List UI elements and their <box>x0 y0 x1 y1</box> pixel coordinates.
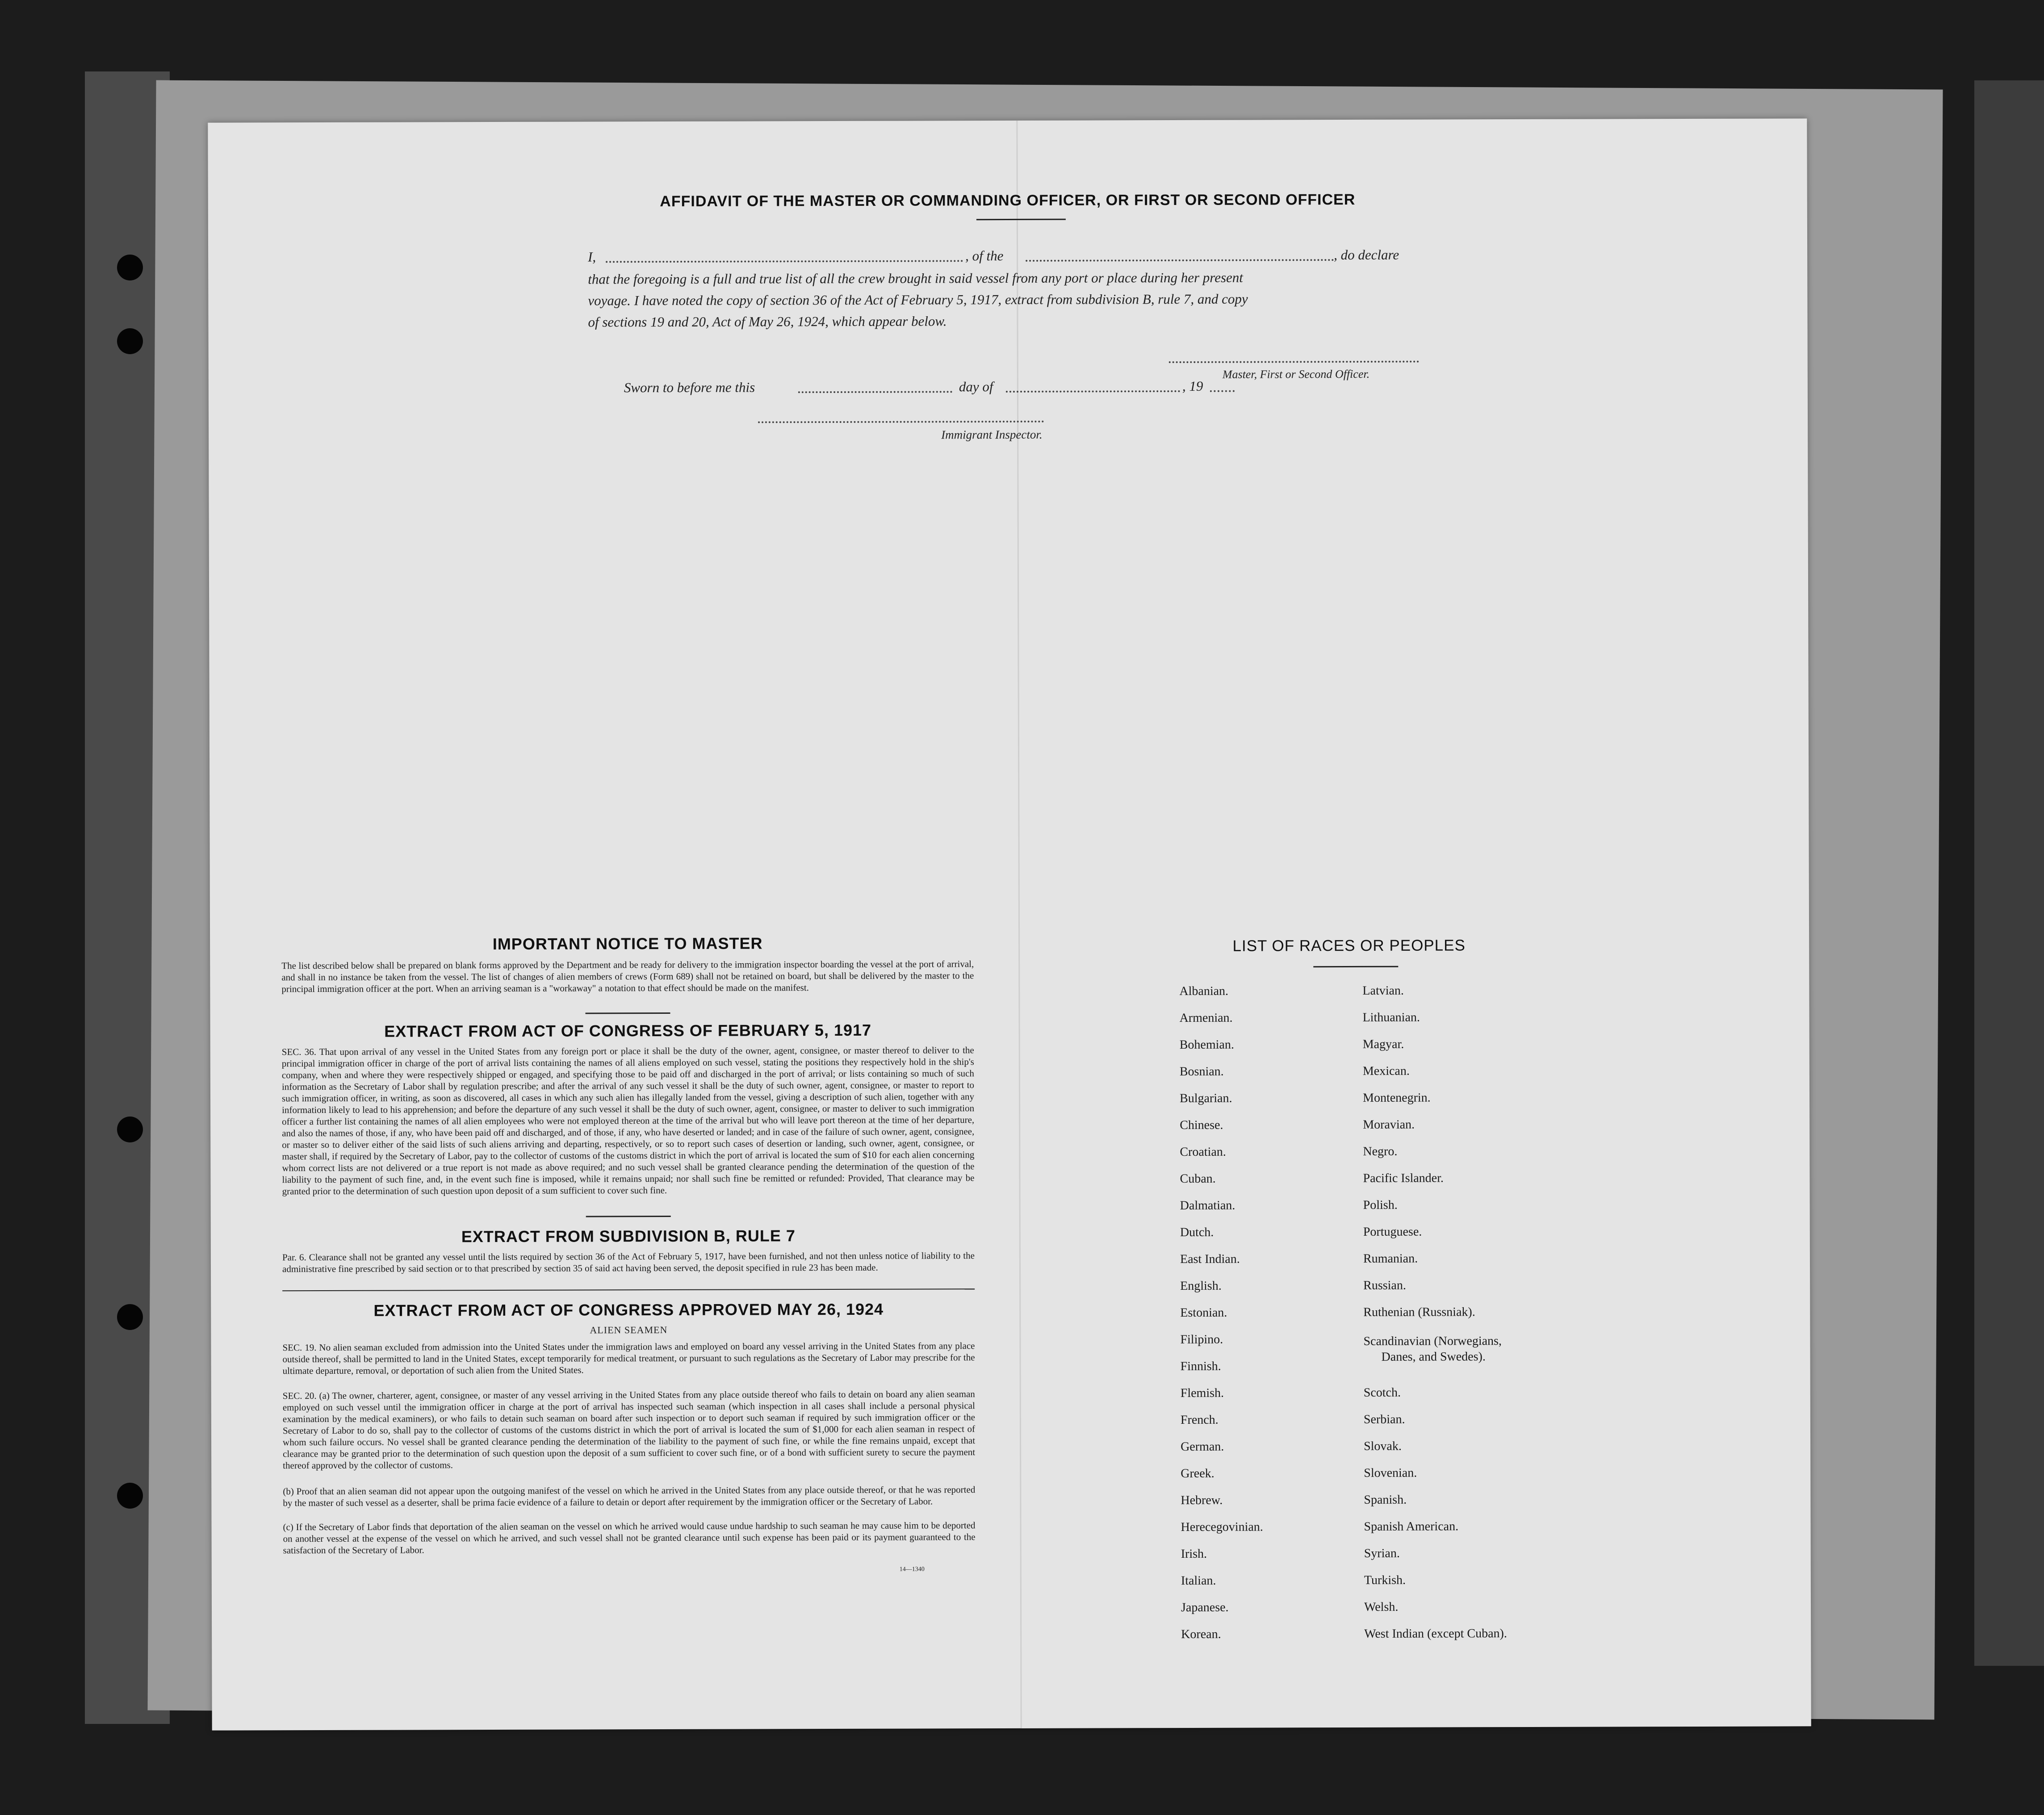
affidavit-line-1: that the foregoing is a full and true list of all the crew brought in said vessel from any port or place during her present <box>588 269 1243 287</box>
race-left-item: Cuban. <box>1180 1171 1216 1186</box>
race-left-item: East Indian. <box>1180 1252 1240 1267</box>
affidavit-of-the: , of the <box>965 248 1004 264</box>
inspector-signature-label: Immigrant Inspector. <box>941 427 1043 442</box>
year-blank <box>1210 390 1235 392</box>
affidavit-line-2: voyage. I have noted the copy of section 36 of the Act of February 5, 1917, extract from subdivision B, rule 7, and copy <box>588 291 1248 309</box>
act-1917-title: EXTRACT FROM ACT OF CONGRESS OF FEBRUARY 5, 1917 <box>384 1020 872 1041</box>
form-number: 14—1340 <box>899 1566 925 1573</box>
affidavit-line-3: of sections 19 and 20, Act of May 26, 1924, which appear below. <box>588 313 947 330</box>
race-right-item: Negro. <box>1363 1144 1398 1158</box>
race-left-item: Dalmatian. <box>1180 1198 1236 1213</box>
race-left-item: Bulgarian. <box>1179 1091 1232 1106</box>
race-right-item: Latvian. <box>1362 983 1404 998</box>
race-right-item: Portuguese. <box>1363 1225 1422 1239</box>
race-left-item: Finnish. <box>1180 1359 1221 1374</box>
punch-hole <box>117 1483 143 1509</box>
races-title: LIST OF RACES OR PEOPLES <box>1232 937 1466 955</box>
act-1924-sec20b: (b) Proof that an alien seaman did not appear upon the outgoing manifest of the vessel on which he arrived in the United States from any place outside thereof, or that he was reported by the master of such vessel as a deserter, shall be prima facie evidence of a failure to detain or deport after requirement by the immigration officer or the Secretary of Labor. <box>283 1484 976 1509</box>
race-left-item: Hebrew. <box>1181 1493 1223 1508</box>
race-left-item: Greek. <box>1181 1466 1215 1481</box>
act-1924-subtitle: ALIEN SEAMEN <box>590 1324 668 1336</box>
notice-body: The list described below shall be prepared on blank forms approved by the Department and be ready for delivery to the immigration inspector boarding the vessel at the port of arrival, and shall in no instance be taken from the vessel. The list of changes of alien members of crews (Form 689) shall not be retained on board, but shall be delivered by the master to the principal immigration officer at the port. When an arriving seaman is a "workaway" a notation to that effect should be made on the manifest. <box>281 958 974 995</box>
race-left-item: Korean. <box>1181 1627 1221 1641</box>
race-left-item: German. <box>1181 1439 1224 1454</box>
binder-strip-right <box>1974 80 2044 1666</box>
race-left-item: Bohemian. <box>1179 1037 1234 1052</box>
race-right-item: Welsh. <box>1364 1600 1399 1614</box>
race-right-item: Slovenian. <box>1364 1466 1417 1480</box>
punch-hole <box>117 1304 143 1330</box>
race-right-item: Russian. <box>1363 1278 1406 1292</box>
race-right-item: Montenegrin. <box>1362 1091 1431 1105</box>
divider <box>586 1216 671 1217</box>
race-left-item: Chinese. <box>1180 1118 1223 1133</box>
rule7-title: EXTRACT FROM SUBDIVISION B, RULE 7 <box>461 1226 796 1246</box>
document-page <box>208 118 1811 1730</box>
divider <box>282 1288 975 1291</box>
race-right-item: Scandinavian (Norwegians, <box>1363 1334 1502 1348</box>
race-right-item: West Indian (except Cuban). <box>1364 1627 1507 1641</box>
race-left-item: French. <box>1180 1413 1219 1427</box>
race-right-item: Pacific Islander. <box>1363 1171 1444 1185</box>
master-signature-blank <box>1169 361 1419 363</box>
vessel-blank <box>1026 259 1334 262</box>
race-left-item: Albanian. <box>1179 984 1229 999</box>
act-1924-title: EXTRACT FROM ACT OF CONGRESS APPROVED MAY 26, 1924 <box>373 1300 884 1320</box>
act-1924-sec19: SEC. 19. No alien seaman excluded from admission into the United States under the immigration laws and employed on board any vessel arriving in the United States from any place outside thereof, shall be permitted to land in the United States, except temporarily for medical treatment, or pursuant to such regulations as the Secretary of Labor may prescribe for the ultimate departure, removal, or deportation of such alien from the United States. <box>282 1340 975 1376</box>
master-signature-label: Master, First or Second Officer. <box>1222 367 1370 381</box>
sworn-text: Sworn to before me this <box>624 379 755 396</box>
race-left-item: English. <box>1180 1279 1222 1293</box>
race-right-item: Polish. <box>1363 1198 1398 1212</box>
race-left-item: Italian. <box>1181 1573 1216 1588</box>
race-left-item: Filipino. <box>1180 1332 1223 1347</box>
race-left-item: Bosnian. <box>1179 1064 1224 1079</box>
race-right-item: Ruthenian (Russniak). <box>1363 1305 1475 1319</box>
race-left-item: Irish. <box>1181 1547 1207 1561</box>
month-blank <box>1006 390 1180 393</box>
divider <box>586 1012 670 1014</box>
race-right-item: Moravian. <box>1363 1117 1415 1132</box>
year-text: , 19 <box>1182 378 1203 394</box>
race-left-item: Japanese. <box>1181 1600 1229 1614</box>
act-1917-body: SEC. 36. That upon arrival of any vessel in the United States from any foreign port or place it shall be the duty of the owner, agent, consignee, or master thereof to deliver to the principal immigration officer in charge of the port of arrival lists containing the names of all aliens employed on such vessel, stating the positions they respectively hold in the ship's company, when and where they were respectively shipped or engaged, and specifying those to be paid off and discharged in the port of arrival; or lists containing so much of such information as the Secretary of Labor shall by regulation prescribe; and after the arrival of any such vessel it shall be the duty of such owner, agent, consignee, or master to report to such immigration officer, in writing, as soon as discovered, all cases in which any such alien has illegally landed from the vessel, giving a description of such alien, together with any information likely to lead to his apprehension; and before the departure of any such vessel it shall be the duty of such owner, agent, consignee, or master to deliver to such immigration officer a further list containing the names of all alien employees who were not employed thereon at the time of the arrival but who will leave port thereon at the time of her departure, and also the names of those, if any, who have been paid off and discharged, and of those, if any, who have deserted or landed; and in case of the failure of such owner, agent, consignee, or master so to deliver either of the said lists of such aliens arriving and departing, respectively, or so to report such cases of desertion or landing, such owner, agent, consignee, or master shall, if required by the Secretary of Labor, pay to the collector of customs of the customs district in which the port of arrival is located the sum of $10 for each alien concerning whom correct lists are not delivered or a true report is not made as above required; and no such vessel shall be granted clearance pending the determination of the question of the liability to the payment of such fine, and, in the event such fine is imposed, while it remains unpaid; nor shall such fine be remitted or refunded: Provided, That clearance may be granted prior to the determination of such question upon deposit of a sum sufficient to cover such fine. <box>281 1045 975 1197</box>
divider <box>1313 966 1398 967</box>
race-right-item: Slovak. <box>1364 1439 1402 1453</box>
race-right-item: Magyar. <box>1362 1037 1404 1051</box>
day-blank <box>798 391 952 393</box>
race-right-item: Spanish. <box>1364 1493 1407 1507</box>
day-of-text: day of <box>959 379 993 395</box>
punch-hole <box>117 328 143 354</box>
act-1924-sec20c: (c) If the Secretary of Labor finds that deportation of the alien seaman on the vessel on which he arrived would cause undue hardship to such seaman he may cause him to be deported on another vessel at the expense of the vessel on which he arrived, and such vessel shall not be granted clearance until such expense has been paid or its payment guaranteed to the satisfaction of the Secretary of Labor. <box>283 1520 976 1556</box>
race-left-item: Estonian. <box>1180 1305 1227 1320</box>
affidavit-do-declare: , do declare <box>1334 247 1399 263</box>
race-right-item: Lithuanian. <box>1362 1010 1420 1025</box>
inspector-signature-blank <box>758 421 1044 423</box>
race-right-item: Danes, and Swedes). <box>1381 1350 1486 1364</box>
race-right-item: Spanish American. <box>1364 1519 1459 1534</box>
race-left-item: Herecegovinian. <box>1181 1520 1263 1535</box>
race-right-item: Serbian. <box>1363 1412 1405 1426</box>
affidavit-i-label: I, <box>588 249 596 265</box>
race-left-item: Dutch. <box>1180 1225 1214 1240</box>
race-left-item: Armenian. <box>1179 1011 1233 1025</box>
race-right-item: Syrian. <box>1364 1546 1400 1560</box>
notice-title: IMPORTANT NOTICE TO MASTER <box>492 934 763 954</box>
name-blank <box>606 260 963 263</box>
race-right-item: Rumanian. <box>1363 1251 1418 1266</box>
race-right-item: Scotch. <box>1363 1385 1401 1400</box>
rule7-body: Par. 6. Clearance shall not be granted any vessel until the lists required by section 36 of the Act of February 5, 1917, have been furnished, and not then unless notice of liability to the administrative fine prescribed by said section or to that prescribed by section 35 of said act having been served, the deposit specified in rule 23 has been made. <box>282 1250 975 1275</box>
punch-hole <box>117 1117 143 1142</box>
affidavit-title: AFFIDAVIT OF THE MASTER OR COMMANDING OFFICER, OR FIRST OR SECOND OFFICER <box>660 191 1356 210</box>
act-1924-sec20a: SEC. 20. (a) The owner, charterer, agent, consignee, or master of any vessel arriving in the United States from any place outside thereof who fails to detain on board any alien seaman employed on such vessel until the immigration officer in charge at the port of arrival has inspected such seaman (which inspection in all cases shall include a personal physical examination by the medical examiners), or who fails to detain such seaman on board after such inspection or to deport such seaman if required by such immigration officer or the Secretary of Labor to do so, shall pay to the collector of customs of the customs district in which the port of arrival is located the sum of $1,000 for each alien seaman in respect of whom such failure occurs. No vessel shall be granted clearance pending the determination of the liability to the payment of such fine, or while the fine remains unpaid, except that clearance may be granted prior to the determination of such question upon the deposit of a sum sufficient to cover such fine, or of a bond with sufficient surety to secure the payment thereof approved by the collector of customs. <box>282 1388 976 1471</box>
race-left-item: Croatian. <box>1180 1145 1226 1159</box>
punch-hole <box>117 255 143 280</box>
race-right-item: Mexican. <box>1362 1064 1410 1078</box>
race-left-item: Flemish. <box>1180 1386 1224 1401</box>
divider <box>976 219 1066 221</box>
page-fold <box>1016 121 1022 1728</box>
race-right-item: Turkish. <box>1364 1573 1406 1587</box>
